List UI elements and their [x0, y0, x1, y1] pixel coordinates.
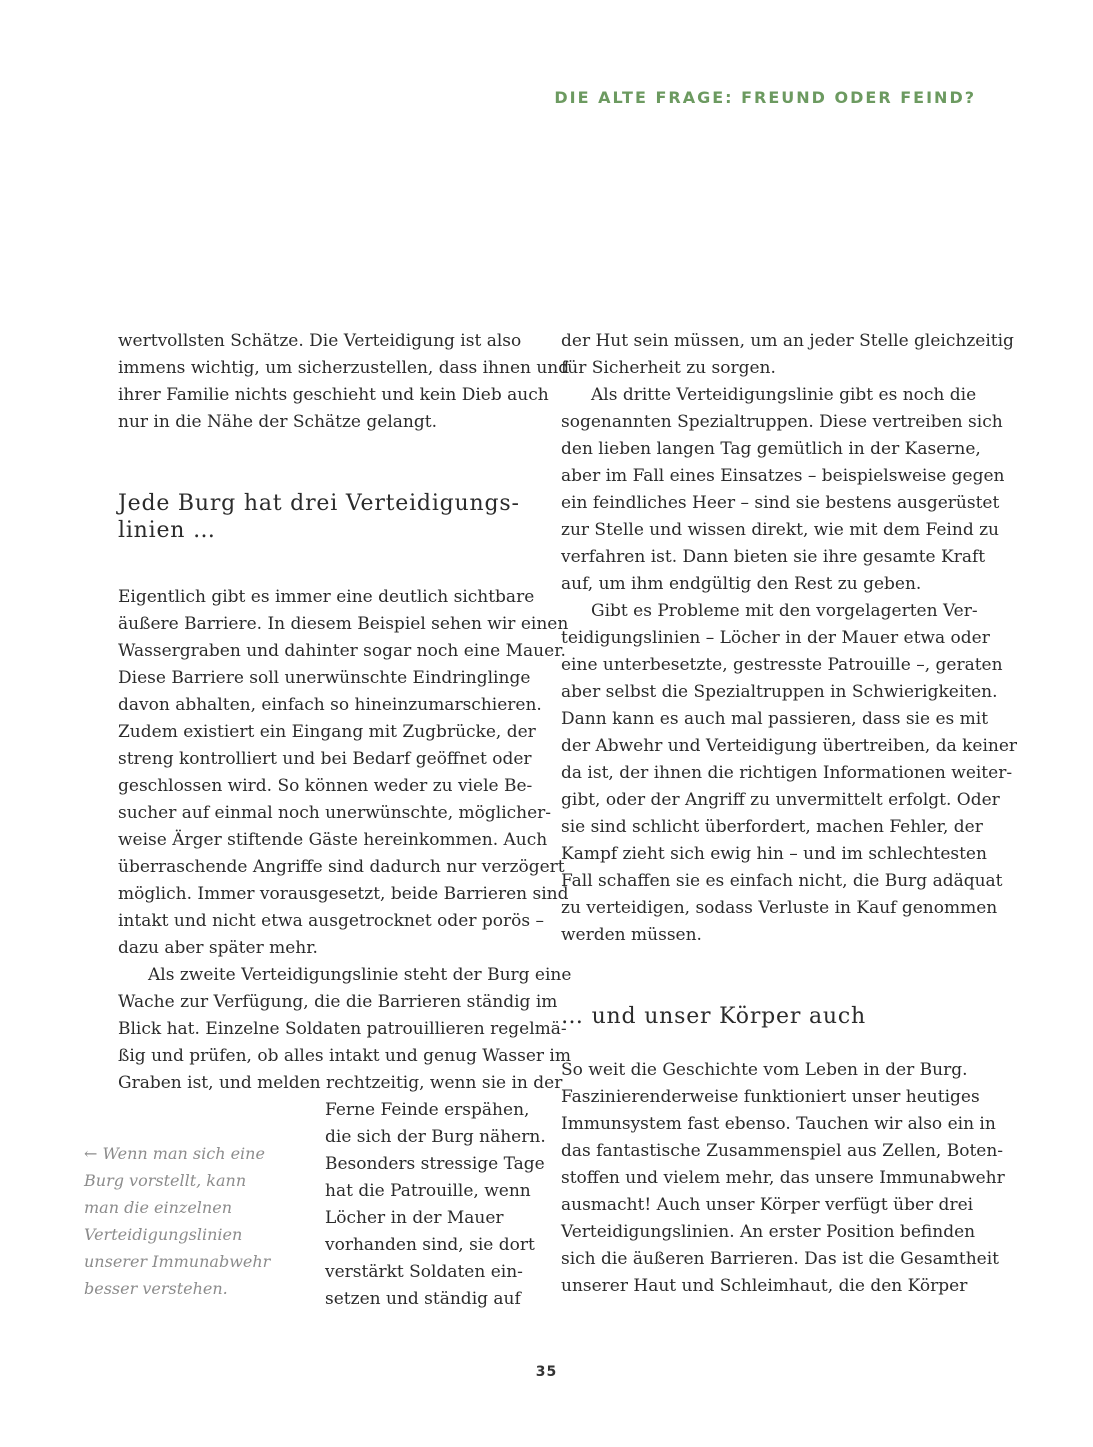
text-line: Zudem existiert ein Eingang mit Zugbrücke, der	[118, 722, 536, 742]
text-line: äußere Barriere. In diesem Beispiel sehen wir einen	[118, 614, 569, 634]
text-line: die sich der Burg nähern.	[325, 1127, 546, 1147]
text-line: Wassergraben und dahinter sogar noch eine Mauer.	[118, 641, 566, 661]
text-line: dazu aber später mehr.	[118, 938, 318, 958]
text-line: streng kontrolliert und bei Bedarf geöffnet oder	[118, 749, 532, 769]
text-line: für Sicherheit zu sorgen.	[561, 358, 776, 378]
text-line: Graben ist, und melden rechtzeitig, wenn sie in der	[118, 1073, 563, 1093]
text-line: teidigungslinien – Löcher in der Mauer etwa oder	[561, 628, 990, 648]
text-line: verfahren ist. Dann bieten sie ihre gesamte Kraft	[561, 547, 986, 567]
caption-line: unserer Immunabwehr	[84, 1252, 271, 1271]
text-line: intakt und nicht etwa ausgetrocknet oder porös –	[118, 911, 544, 931]
text-line: setzen und ständig auf	[325, 1289, 521, 1309]
text-line: auf, um ihm endgültig den Rest zu geben.	[561, 574, 922, 594]
text-line: da ist, der ihnen die richtigen Informationen weiter-	[561, 763, 1013, 783]
section-heading-burg	[118, 490, 538, 544]
text-line: hat die Patrouille, wenn	[325, 1181, 531, 1201]
text-line: davon abhalten, einfach so hineinzumarschieren.	[118, 695, 542, 715]
text-line: eine unterbesetzte, gestresste Patrouille –, geraten	[561, 655, 1003, 675]
caption-line: Verteidigungslinien	[84, 1225, 243, 1244]
text-line: wertvollsten Schätze. Die Verteidigung ist also	[118, 331, 522, 351]
heading-line: … und unser Körper auch	[561, 1004, 866, 1029]
caption-line: besser verstehen.	[84, 1279, 228, 1298]
text-line: geschlossen wird. So können weder zu viele Be-	[118, 776, 533, 796]
text-line: zur Stelle und wissen direkt, wie mit dem Feind zu	[561, 520, 1000, 540]
text-line: ausmacht! Auch unser Körper verfügt über drei	[561, 1195, 974, 1215]
text-line: stoffen und vielem mehr, das unsere Immunabwehr	[561, 1168, 1005, 1188]
text-line: Löcher in der Mauer	[325, 1208, 504, 1228]
section-heading-koerper	[561, 1003, 981, 1030]
text-line: der Abwehr und Verteidigung übertreiben, da keiner	[561, 736, 1018, 756]
arrow-left-icon: ←	[84, 1144, 98, 1163]
text-line: Dann kann es auch mal passieren, dass sie es mit	[561, 709, 989, 729]
paragraph-problems	[561, 598, 1018, 949]
text-line: ein feindliches Heer – sind sie bestens ausgerüstet	[561, 493, 1000, 513]
text-line: sie sind schlicht überfordert, machen Fehler, der	[561, 817, 983, 837]
text-line: möglich. Immer vorausgesetzt, beide Barrieren sind	[118, 884, 569, 904]
text-line: Wache zur Verfügung, die die Barrieren ständig im	[118, 992, 558, 1012]
intro-paragraph	[561, 328, 1014, 382]
text-line: sogenannten Spezialtruppen. Diese vertreiben sich	[561, 412, 1003, 432]
text-line: unserer Haut und Schleimhaut, die den Körper	[561, 1276, 968, 1296]
text-line: vorhanden sind, sie dort	[325, 1235, 535, 1255]
running-head: DIE ALTE FRAGE: FREUND ODER FEIND?	[554, 88, 976, 107]
text-line: ihrer Familie nichts geschieht und kein Dieb auch	[118, 385, 549, 405]
text-line: weise Ärger stiftende Gäste hereinkommen. Auch	[118, 830, 548, 850]
caption-line: man die einzelnen	[84, 1198, 232, 1217]
heading-line: linien …	[118, 518, 216, 543]
text-line: Ferne Feinde erspähen,	[325, 1100, 530, 1120]
text-line: Als dritte Verteidigungslinie gibt es noch die	[591, 385, 977, 405]
text-line: sich die äußeren Barrieren. Das ist die Gesamtheit	[561, 1249, 999, 1269]
text-line: werden müssen.	[561, 925, 702, 945]
intro-paragraph	[118, 328, 570, 436]
text-line: Verteidigungslinien. An erster Position befinden	[561, 1222, 976, 1242]
text-line: Kampf zieht sich ewig hin – und im schlechtesten	[561, 844, 987, 864]
heading-line: Jede Burg hat drei Verteidigungs-	[118, 491, 520, 516]
text-line: ßig und prüfen, ob alles intakt und genug Wasser im	[118, 1046, 571, 1066]
caption-text: Wenn man sich eine	[102, 1144, 265, 1163]
text-line: der Hut sein müssen, um an jeder Stelle gleichzeitig	[561, 331, 1014, 351]
paragraph-first-line	[118, 584, 569, 962]
text-line: Blick hat. Einzelne Soldaten patrouillieren regelmä-	[118, 1019, 567, 1039]
text-line: den lieben langen Tag gemütlich in der Kaserne,	[561, 439, 981, 459]
text-line: So weit die Geschichte vom Leben in der Burg.	[561, 1060, 968, 1080]
text-line: verstärkt Soldaten ein-	[325, 1262, 523, 1282]
paragraph-third-line	[561, 382, 1005, 598]
text-line: immens wichtig, um sicherzustellen, dass ihnen und	[118, 358, 570, 378]
text-line: Diese Barriere soll unerwünschte Eindringlinge	[118, 668, 531, 688]
text-line: zu verteidigen, sodass Verluste in Kauf genommen	[561, 898, 998, 918]
text-line: Gibt es Probleme mit den vorgelagerten Ver-	[591, 601, 978, 621]
text-line: Immunsystem fast ebenso. Tauchen wir also ein in	[561, 1114, 996, 1134]
paragraph-immune-system	[561, 1057, 1005, 1300]
text-line: aber selbst die Spezialtruppen in Schwierigkeiten.	[561, 682, 998, 702]
text-line: Fall schaffen sie es einfach nicht, die Burg adäquat	[561, 871, 1003, 891]
text-line: überraschende Angriffe sind dadurch nur verzögert	[118, 857, 565, 877]
text-line: gibt, oder der Angriff zu unvermittelt erfolgt. Oder	[561, 790, 1000, 810]
caption-line	[84, 1140, 284, 1167]
caption-line: Burg vorstellt, kann	[84, 1171, 247, 1190]
text-line: Besonders stressige Tage	[325, 1154, 545, 1174]
text-line: das fantastische Zusammenspiel aus Zellen, Boten-	[561, 1141, 1004, 1161]
image-caption	[84, 1140, 284, 1302]
text-line: Eigentlich gibt es immer eine deutlich sichtbare	[118, 587, 535, 607]
right-column	[561, 328, 1018, 1300]
text-line: Als zweite Verteidigungslinie steht der Burg eine	[148, 965, 572, 985]
page-number: 35	[535, 1364, 558, 1380]
text-line: nur in die Nähe der Schätze gelangt.	[118, 412, 437, 432]
text-line: sucher auf einmal noch unerwünschte, möglicher-	[118, 803, 552, 823]
text-line: aber im Fall eines Einsatzes – beispielsweise gegen	[561, 466, 1005, 486]
text-line: Faszinierenderweise funktioniert unser heutiges	[561, 1087, 980, 1107]
